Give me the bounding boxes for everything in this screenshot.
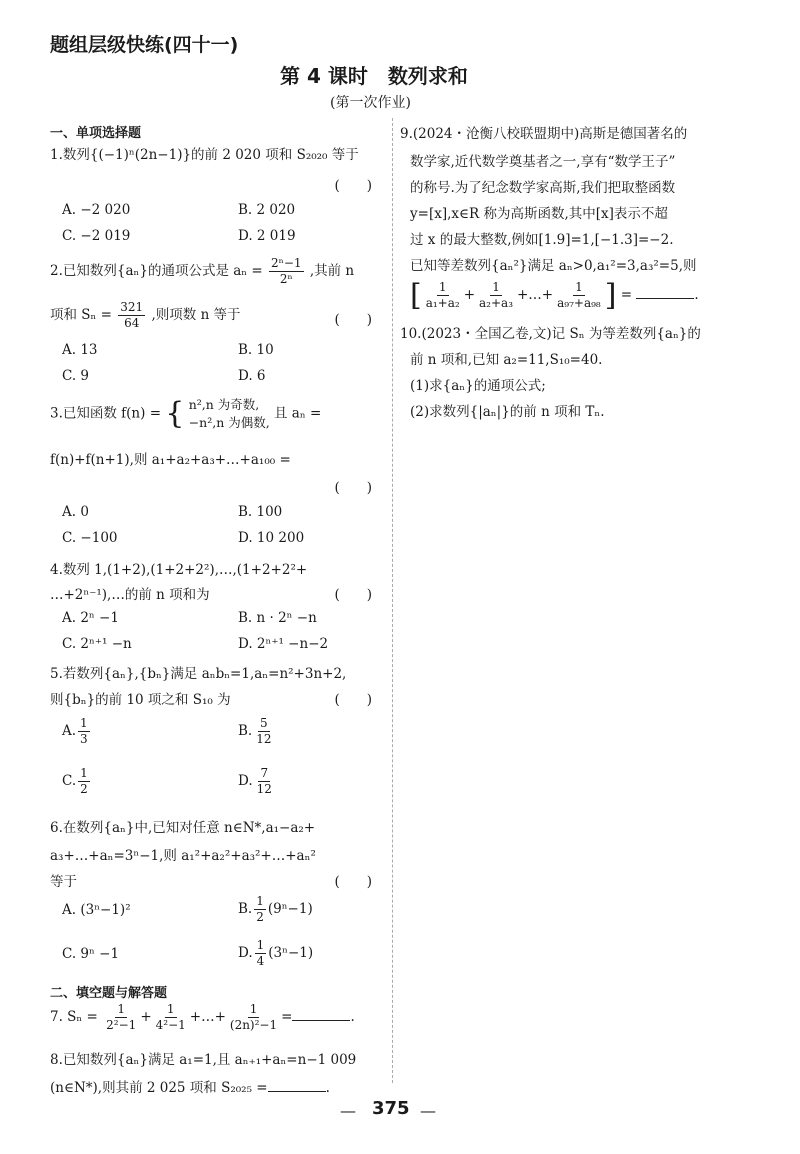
question-3-case-1: n²,n 为奇数, <box>188 397 260 412</box>
question-6-option-b-label: B. <box>238 901 253 917</box>
question-2-answer-paren: ( ) <box>334 312 372 328</box>
question-6-option-b-num: 1 <box>256 894 264 908</box>
question-9-right-bracket: ] <box>604 278 617 313</box>
question-9-expression: [ $\frac{1}{\text{a₁+a₂}}$ + $\frac{1}{\text{a₂+a₃}}$ +…+ $\frac{1}{\text{a₉₇+a₉₈}}$ ] = . <box>410 278 699 313</box>
question-5-option-a <box>62 716 92 747</box>
question-3-option-b: B. 100 <box>238 504 283 520</box>
question-6-option-a: A. (3ⁿ−1)² <box>62 902 131 918</box>
question-1-answer-paren: ( ) <box>334 178 372 194</box>
question-3-cases <box>189 396 270 432</box>
column-divider <box>392 118 393 1083</box>
question-3-option-c: C. −100 <box>62 530 118 546</box>
question-5-option-b <box>238 716 276 747</box>
question-6-line-2: a₃+…+aₙ=3ⁿ−1,则 a₁²+a₂²+a₃²+…+aₙ² <box>50 848 316 864</box>
question-9-line-3: 的称号.为了纪念数学家高斯,我们把取整函数 <box>410 180 676 196</box>
question-2-stem-b: ,其前 n <box>309 263 355 279</box>
question-6-option-d-label: D. <box>238 945 253 961</box>
question-7-term-1 <box>104 1002 138 1033</box>
question-5-option-d-label: D. <box>238 773 253 789</box>
question-5-option-c <box>62 766 92 797</box>
question-6-option-b-tail: (9ⁿ−1) <box>267 901 313 917</box>
question-1-option-a: A. −2 020 <box>62 202 131 218</box>
question-5-option-d <box>238 766 276 797</box>
question-2-line2-b: ,则项数 n 等于 <box>151 307 241 323</box>
question-5-option-a-num: 1 <box>80 716 88 730</box>
question-5-option-b-num: 5 <box>260 716 268 730</box>
question-7-term-2-num: 1 <box>166 1002 175 1016</box>
question-1-option-d: D. 2 019 <box>238 228 296 244</box>
question-1-stem: 1.数列{(−1)ⁿ(2n−1)}的前 2 020 项和 S₂₀₂₀ 等于 <box>50 147 359 163</box>
question-5-option-b-label: B. <box>238 723 253 739</box>
question-6-option-d-tail: (3ⁿ−1) <box>268 945 314 961</box>
question-6-option-c: C. 9ⁿ −1 <box>62 946 120 962</box>
question-9-term-1 <box>424 280 462 311</box>
question-3-answer-paren: ( ) <box>334 480 372 496</box>
question-2-option-c: C. 9 <box>62 368 90 384</box>
question-8-answer-blank[interactable] <box>268 1077 326 1092</box>
question-9-term-3-num: 1 <box>575 280 583 294</box>
question-7-equals: = <box>281 1009 293 1025</box>
question-2-sn-fraction <box>118 300 145 331</box>
question-5-option-b-fraction <box>254 716 273 747</box>
question-2-line2-a: 项和 Sₙ = <box>50 307 112 323</box>
question-7-term-1-den: 2²−1 <box>106 1018 137 1032</box>
question-7-ellipsis: +…+ <box>189 1009 226 1025</box>
page-number-rule-left: — <box>340 1101 356 1120</box>
question-5-option-a-label: A. <box>62 723 77 739</box>
question-6-option-d <box>238 938 313 969</box>
question-7-term-3-den: (2n)²−1 <box>229 1018 278 1032</box>
question-4-line-1: 4.数列 1,(1+2),(1+2+2²),…,(1+2+2²+ <box>50 562 308 578</box>
question-9-term-1-den: a₁+a₂ <box>425 296 460 310</box>
question-2-numerator: 2ⁿ−1 <box>271 256 302 270</box>
page-number-rule-right: — <box>420 1101 436 1120</box>
question-3-option-a: A. 0 <box>62 504 89 520</box>
section-heading-fill: 二、填空题与解答题 <box>50 986 168 1001</box>
question-10-line-1: 10.(2023・全国乙卷,文)记 Sₙ 为等差数列{aₙ}的 <box>400 326 701 342</box>
question-2-option-a: A. 13 <box>62 342 98 358</box>
question-6-option-d-fraction <box>255 938 267 969</box>
question-4-line-2: …+2ⁿ⁻¹),…的前 n 项和为 <box>50 587 210 603</box>
question-5-option-c-den: 2 <box>80 782 88 796</box>
question-5-option-d-num: 7 <box>260 766 269 780</box>
question-5-line-2: 则{bₙ}的前 10 项之和 S₁₀ 为 <box>50 692 231 708</box>
question-5-option-b-den: 12 <box>256 732 272 746</box>
question-8-line-2-text: (n∈N*),则其前 2 025 项和 S₂₀₂₅ = <box>50 1080 268 1096</box>
question-3-case-2: −n²,n 为偶数, <box>188 415 270 430</box>
question-1-option-b: B. 2 020 <box>238 202 296 218</box>
question-2-sn-denominator: 64 <box>124 316 140 330</box>
question-7-answer-blank[interactable] <box>292 1006 350 1021</box>
question-5-option-a-fraction <box>78 716 90 747</box>
question-6-line-3: 等于 <box>50 874 77 890</box>
question-9-term-2 <box>477 280 515 311</box>
question-3-line-2: f(n)+f(n+1),则 a₁+a₂+a₃+…+a₁₀₀ = <box>50 452 291 468</box>
question-5-option-d-fraction <box>255 766 274 797</box>
question-4-option-b: B. n · 2ⁿ −n <box>238 610 317 626</box>
question-10-line-2: 前 n 项和,已知 a₂=11,S₁₀=40. <box>410 352 603 368</box>
question-6-answer-paren: ( ) <box>334 874 372 890</box>
lesson-subtitle: (第一次作业) <box>330 95 411 111</box>
question-9-line-5: 过 x 的最大整数,例如[1.9]=1,[−1.3]=−2. <box>410 232 674 248</box>
question-9-term-2-num: 1 <box>492 280 500 294</box>
question-7: 7. Sₙ = $\frac{1}{\text{2²−1}}$ + $\frac{1}{\text{4²−1}}$ +…+ $\frac{1}{\text{(2n)²−1}}$ = . <box>50 1002 355 1032</box>
question-6-line-1: 6.在数列{aₙ}中,已知对任意 n∈N*,a₁−a₂+ <box>50 820 316 836</box>
question-3-stem-b: 且 aₙ = <box>274 405 322 422</box>
question-9-term-3 <box>555 280 603 311</box>
question-2-denominator: 2ⁿ <box>279 272 293 286</box>
question-2-stem-a: 2.已知数列{aₙ}的通项公式是 aₙ = <box>50 263 263 279</box>
question-9-term-1-num: 1 <box>438 280 447 294</box>
question-5-line-1: 5.若数列{aₙ},{bₙ}满足 aₙbₙ=1,aₙ=n²+3n+2, <box>50 666 347 682</box>
question-3-stem-a: 3.已知函数 f(n) = <box>50 405 161 422</box>
question-9-term-3-den: a₉₇+a₉₈ <box>557 296 601 310</box>
question-8-line-2: (n∈N*),则其前 2 025 项和 S₂₀₂₅ = . <box>50 1076 330 1096</box>
question-9-left-bracket: [ <box>410 278 422 313</box>
question-9-line-4: y=[x],x∈R 称为高斯函数,其中[x]表示不超 <box>410 206 668 222</box>
question-6-option-b-den: 2 <box>256 910 264 924</box>
question-7-term-1-num: 1 <box>117 1002 126 1016</box>
question-7-lead: 7. Sₙ = <box>50 1009 98 1025</box>
question-3-option-d: D. 10 200 <box>238 530 305 546</box>
question-10-part-1: (1)求{aₙ}的通项公式; <box>410 378 546 394</box>
question-9-ellipsis: +…+ <box>517 287 554 303</box>
question-7-term-3-num: 1 <box>249 1002 258 1016</box>
question-2-option-b: B. 10 <box>238 342 274 358</box>
question-4-answer-paren: ( ) <box>334 587 372 603</box>
question-10-part-2: (2)求数列{|aₙ|}的前 n 项和 Tₙ. <box>410 404 605 420</box>
question-4-option-c: C. 2ⁿ⁺¹ −n <box>62 636 132 652</box>
question-6-option-d-num: 1 <box>256 938 265 952</box>
question-7-term-2-den: 4²−1 <box>155 1018 186 1032</box>
question-1-option-c: C. −2 019 <box>62 228 131 244</box>
question-9-line-1: 9.(2024・沧衡八校联盟期中)高斯是德国著名的 <box>400 126 688 142</box>
question-3-line-1 <box>50 396 321 432</box>
question-7-term-3 <box>228 1002 279 1033</box>
page-number: 375 <box>372 1098 410 1119</box>
question-9-answer-blank[interactable] <box>636 284 694 299</box>
question-9-line-2: 数学家,近代数学奠基者之一,享有“数学王子” <box>410 154 676 170</box>
question-2-option-d: D. 6 <box>238 368 266 384</box>
question-2-line-1 <box>50 256 354 287</box>
question-2-sn-numerator: 321 <box>120 300 144 314</box>
question-5-option-c-label: C. <box>62 773 77 789</box>
question-4-option-d: D. 2ⁿ⁺¹ −n−2 <box>238 636 329 652</box>
question-5-option-c-num: 1 <box>80 766 88 780</box>
question-6-option-d-den: 4 <box>256 954 265 968</box>
question-5-option-a-den: 3 <box>80 732 88 746</box>
question-6-option-b <box>238 894 313 925</box>
lesson-title: 第 4 课时 数列求和 <box>280 64 468 88</box>
question-3-brace: { <box>165 396 185 431</box>
question-8-line-1: 8.已知数列{aₙ}满足 a₁=1,且 aₙ₊₁+aₙ=n−1 009 <box>50 1052 357 1068</box>
question-2-fraction <box>269 256 304 287</box>
question-2-line-2 <box>50 300 241 331</box>
question-4-option-a: A. 2ⁿ −1 <box>62 610 119 626</box>
question-5-option-d-den: 12 <box>256 782 272 796</box>
question-9-term-2-den: a₂+a₃ <box>479 296 513 310</box>
question-5-answer-paren: ( ) <box>334 692 372 708</box>
question-6-option-b-fraction <box>254 894 266 925</box>
question-7-term-2 <box>154 1002 188 1033</box>
question-9-line-6: 已知等差数列{aₙ²}满足 aₙ>0,a₁²=3,a₃²=5,则 <box>410 258 697 274</box>
practice-title: 题组层级快练(四十一) <box>50 34 239 56</box>
question-5-option-c-fraction <box>78 766 90 797</box>
section-heading-choice: 一、单项选择题 <box>50 126 142 141</box>
